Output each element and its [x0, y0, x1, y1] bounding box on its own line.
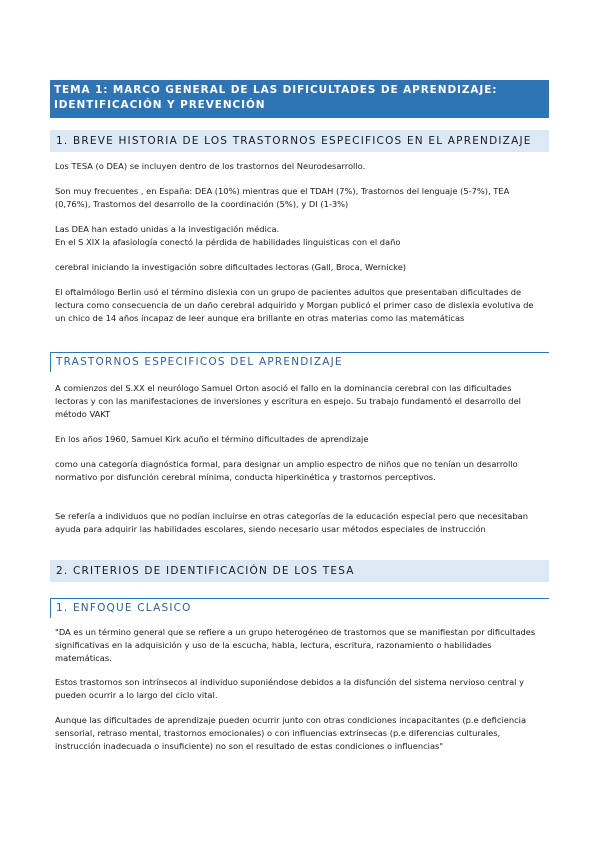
paragraph: Las DEA han estado unidas a la investigación médica.: [55, 224, 280, 234]
paragraph: Aunque las dificultades de aprendizaje pueden ocurrir junto con otras condiciones incapacitantes (p.e deficiencia sensorial, retraso mental, trastornos emocionales) o con influencias extrínsecas (p.e diferencias culturales, instrucción inadecuada o insuficiente) no son el resultado de estas condiciones o influencias": [55, 715, 527, 751]
document-title: TEMA 1: MARCO GENERAL DE LAS DIFICULTADES DE APRENDIZAJE: IDENTIFICACIÓN Y PREVENCIÓN: [50, 80, 549, 118]
paragraph: A comienzos del S.XX el neurólogo Samuel Orton asoció el fallo en la dominancia cerebral con las dificultades lectoras y con las manifestaciones de inversiones y escritura en espejo. Su trabajo fundamentó el desarrollo del método VAKT: [55, 383, 521, 419]
paragraph: El oftalmólogo Berlin usó el término dislexia con un grupo de pacientes adultos que presentaban dificultades de lectura como consecuencia de un daño cerebral adquirido y Morgan publicó el primer caso de dislexia evolutiva de un chico de 14 años incapaz de leer aunque era brillante en otras materias como las matemáticas: [55, 287, 534, 323]
section-heading-historia: 1. BREVE HISTORIA DE LOS TRASTORNOS ESPECIFICOS EN EL APRENDIZAJE: [50, 130, 549, 152]
paragraph: como una categoría diagnóstica formal, para designar un amplio espectro de niños que no tenían un desarrollo normativo por disfunción cerebral mínima, conducta hiperkinética y trastornos perceptivos.: [55, 459, 518, 482]
section-heading-criterios: 2. CRITERIOS DE IDENTIFICACIÓN DE LOS TESA: [50, 560, 549, 582]
paragraph: Estos trastornos son intrínsecos al individuo suponiéndose debidos a la disfunción del sistema nervioso central y pueden ocurrir a lo largo del ciclo vital.: [55, 677, 525, 700]
paragraph: Se refería a individuos que no podían incluirse en otras categorías de la educación especial pero que necesitaban ayuda para adquirir las habilidades escolares, siendo necesario usar métodos especiales de instrucción: [55, 511, 528, 534]
paragraph: Los TESA (o DEA) se incluyen dentro de los trastornos del Neurodesarrollo.: [55, 161, 366, 171]
paragraph: cerebral iniciando la investigación sobre dificultades lectoras (Gall, Broca, Wernicke): [55, 262, 407, 272]
subsection-heading-trastornos: TRASTORNOS ESPECIFICOS DEL APRENDIZAJE: [50, 352, 549, 372]
paragraph: En los años 1960, Samuel Kirk acuño el término dificultades de aprendizaje: [55, 434, 369, 444]
subsection-heading-enfoque-clasico: 1. ENFOQUE CLASICO: [50, 598, 549, 618]
paragraph: Son muy frecuentes , en España: DEA (10%) mientras que el TDAH (7%), Trastornos del lenguaje (5-7%), TEA (0,76%), Trastornos del desarrollo de la coordinación (5%), y DI (1-3%): [55, 186, 510, 209]
paragraph: "DA es un término general que se refiere a un grupo heterogéneo de trastornos que se manifiestan por dificultades significativas en la adquisición y uso de la escucha, habla, lectura, escritura, razonamiento o habilidades matemáticas.: [55, 627, 536, 663]
paragraph: En el S XIX la afasiología conectó la pérdida de habilidades linguisticas con el daño: [55, 237, 401, 247]
